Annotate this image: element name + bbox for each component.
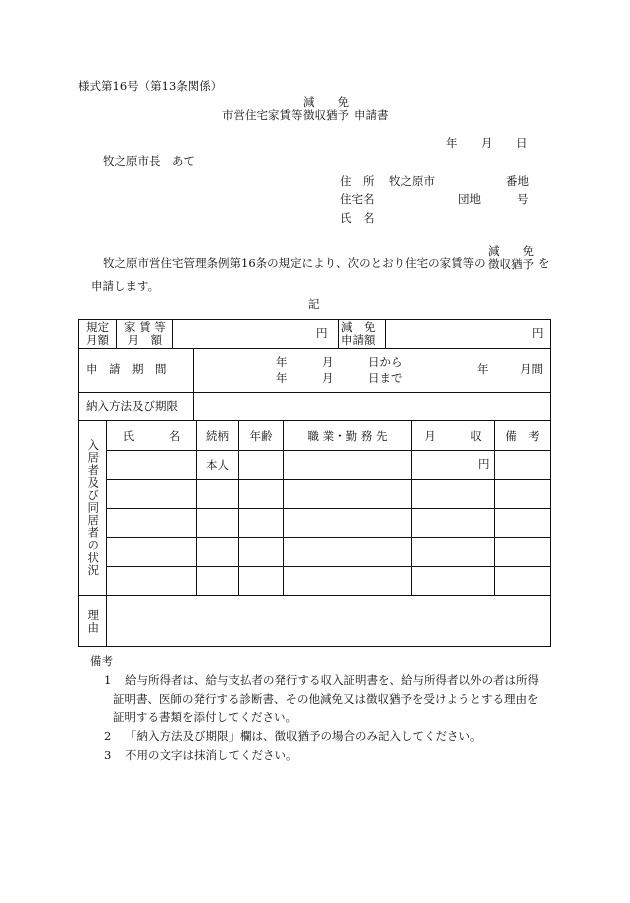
- header-income: 月 収: [424, 428, 482, 443]
- residents-side-label-cell: [79, 421, 106, 595]
- r1-label-a-bottom: 月額: [86, 333, 109, 348]
- header-relation: 続柄: [206, 428, 229, 443]
- r2-to-year: 年: [276, 371, 288, 385]
- title-option-bottom: 徴収猶予: [303, 108, 349, 123]
- r2-label: 申 請 期 間: [86, 362, 167, 376]
- ki-label: 記: [308, 297, 320, 311]
- title-suffix: 申請書: [354, 108, 389, 122]
- r2-duration-year: 年: [477, 362, 489, 376]
- header-occupation: 職 業・勤 務 先: [307, 428, 388, 443]
- housing-label: 住宅名: [340, 192, 375, 206]
- r2-from-suffix: 日から: [368, 355, 403, 369]
- r1-label-b-top: 家 賃 等: [124, 320, 166, 334]
- body-option-stack: [488, 245, 534, 271]
- body-line2: 申請します。: [91, 279, 160, 293]
- address-label: 住 所: [340, 174, 375, 188]
- note-2-num: 2: [104, 729, 112, 743]
- r1-label-b: [124, 321, 166, 347]
- r2-duration-month: 月間: [520, 362, 543, 376]
- note-1-num: 1: [104, 673, 112, 687]
- reason-label: 理由: [86, 608, 101, 634]
- notes-heading: 備考: [90, 654, 113, 668]
- note-1-line-3: 証明する書類を添付してください。: [113, 710, 297, 724]
- body-line1-suffix: を: [538, 256, 550, 270]
- note-1-line-2: 証明書、医師の発行する診断書、その他減免又は徴収猶予を受けようとする理由を: [113, 692, 539, 706]
- r2-to-month: 月: [322, 371, 334, 385]
- r2-from-month: 月: [322, 355, 334, 369]
- first-income-unit: 円: [478, 457, 490, 471]
- r1-label-b-bottom: 月 額: [127, 333, 163, 348]
- title-option-stack: [303, 96, 349, 122]
- form-number: 様式第16号（第13条関係）: [78, 79, 223, 93]
- address-suffix: 番地: [506, 174, 529, 188]
- note-2-line-1: 「納入方法及び期限」欄は、徴収猶予の場合のみ記入してください。: [125, 729, 482, 743]
- note-1-line-1: 給与所得者は、給与支払者の発行する収入証明書を、給与所得者以外の者は所得: [125, 673, 539, 687]
- reason-label-cell: [79, 596, 106, 646]
- header-name: 氏 名: [122, 428, 181, 443]
- r2-to-suffix: 日まで: [368, 371, 403, 385]
- r3-label: 納入方法及び期限: [86, 399, 178, 413]
- r1-label-c: [341, 321, 376, 347]
- note-3-line-1: 不用の文字は抹消してください。: [125, 748, 298, 762]
- addressee: 牧之原市長 あて: [103, 154, 195, 168]
- date-year: 年: [446, 136, 458, 150]
- header-age: 年齢: [249, 428, 273, 443]
- r1-yen-1: 円: [316, 326, 328, 340]
- date-month: 月: [481, 136, 493, 150]
- r1-label-a-top: 規定: [86, 320, 109, 334]
- housing-mid: 団地: [458, 192, 481, 206]
- r1-label-c-bottom: 申請額: [341, 333, 376, 348]
- r1-yen-2: 円: [532, 326, 544, 340]
- title-prefix: 市営住宅家賃等: [222, 108, 303, 122]
- body-option-top: 減 免: [488, 244, 534, 258]
- residents-side-label: 入居者及び同居者の状況: [86, 439, 101, 577]
- date-day: 日: [516, 136, 528, 150]
- note-3-num: 3: [104, 748, 112, 762]
- title-option-top: 減 免: [303, 95, 349, 109]
- r1-label-a: [86, 321, 109, 347]
- name-label: 氏 名: [340, 211, 375, 225]
- housing-suffix: 号: [517, 192, 529, 206]
- r1-label-c-top: 減 免: [341, 320, 376, 334]
- r2-from-year: 年: [276, 355, 288, 369]
- first-relation: 本人: [206, 458, 229, 472]
- address-value: 牧之原市: [389, 174, 435, 188]
- body-option-bottom: 徴収猶予: [488, 257, 534, 272]
- body-line1-prefix: 牧之原市営住宅管理条例第16条の規定により、次のとおり住宅の家賃等の: [103, 256, 486, 270]
- header-remarks: 備 考: [505, 428, 540, 443]
